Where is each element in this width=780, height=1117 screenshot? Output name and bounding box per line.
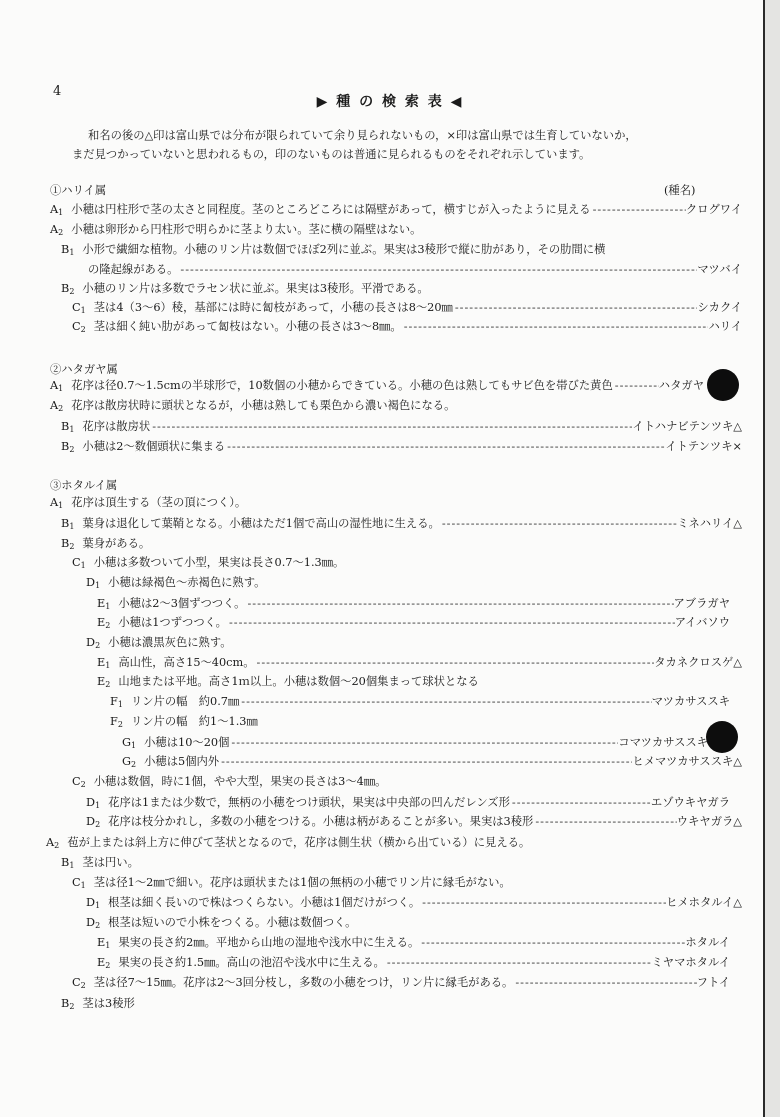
species-name: イトハナビテンツキ [632,420,734,433]
page-edge-shade [765,0,780,1117]
leader-dots [420,894,666,912]
leader-dots [613,377,659,395]
key-text: 小穂は数個，時に1個，やや大型，果実の長さは3～4㎜。 [93,775,387,788]
key-text: 山地または平地。高さ1ｍ以上。小穂は数個～20個集まって球状となる [118,675,479,688]
key-subscript: 1 [80,881,86,890]
key-entry [61,438,742,456]
key-letter: B [61,420,70,433]
key-subscript: 1 [69,861,75,870]
key-text: 茎は細く純い肋があって匐枝はない。小穂の長さは3～8㎜。 [93,320,402,333]
key-subscript: 2 [69,542,75,551]
key-text: リン片の幅 約1～1.3㎜ [130,715,258,728]
key-entry [86,574,742,592]
key-subscript: 2 [69,1002,75,1011]
distribution-mark: × [732,440,742,453]
species-name: イトテンツキ [665,440,733,453]
species-name: タカネクロスゲ [654,656,734,669]
key-text: 茎は4（3～6）稜，基部には時に匐枝があって，小穂の長さは8～20㎜ [93,301,453,314]
key-label [61,535,74,556]
key-entry [50,377,704,395]
key-subscript: 1 [95,581,101,590]
key-text: 花序は頂生する（茎の頂につく）。 [71,496,247,509]
key-label [61,280,74,301]
key-text: 小穂は2～3個ずつつく。 [118,597,246,610]
key-text: 花序は散房状時に頭状となるが，小穂は熟しても栗色から濃い褐色になる。 [71,399,456,412]
key-subscript: 2 [105,621,111,630]
key-label [72,874,86,895]
key-text: 小穂は緑褐色～赤褐色に熟す。 [108,576,266,589]
key-text: 小穂のリン片は多数でラセン状に並ぶ。果実は3稜形。平滑である。 [82,282,429,295]
section-heading: ③ホタルイ属 [50,479,118,492]
key-label [110,693,123,714]
key-letter: E [97,675,106,688]
key-label [86,894,100,915]
key-text: 茎は円い。 [82,856,139,869]
key-text: 花序は径0.7～1.5cmの半球形で，10数個の小穂からできている。小穂の色は熟してもサビ色を帯びた黄色 [71,379,613,392]
key-label [61,854,74,875]
key-entry [50,201,742,219]
key-letter: B [61,517,70,530]
distribution-mark: △ [733,420,742,433]
key-entry [61,280,742,298]
key-entry [86,914,742,932]
key-subscript: 1 [131,741,137,750]
species-name: エゾウキヤガラ [650,796,730,809]
key-label [50,397,63,418]
key-entry [86,813,742,831]
key-entry [72,554,742,572]
key-letter: E [97,597,106,610]
key-label [50,201,63,222]
species-name: ヒメホタルイ [666,896,734,909]
key-text: 果実の長さ約1.5㎜。高山の池沼や浅水中に生える。 [118,956,385,969]
key-label [86,574,100,595]
key-subscript: 2 [95,641,101,650]
key-label [61,995,74,1016]
leader-dots [385,954,652,972]
key-letter: B [61,537,70,550]
species-name: アイバソウ [674,616,730,629]
key-letter: D [86,916,96,929]
key-entry [110,713,742,731]
key-letter: D [86,796,96,809]
key-entry [88,261,742,279]
key-subscript: 2 [80,780,86,789]
key-entry [46,834,742,852]
key-text: 花序は1または少数で，無柄の小穂をつけ頭状，果実は中央部の凹んだレンズ形 [108,796,510,809]
key-subscript: 1 [117,700,123,709]
key-letter: A [50,223,59,236]
key-label [61,438,74,459]
key-entry [50,397,742,415]
key-entry [97,673,742,691]
key-label [97,673,110,694]
distribution-mark: △ [733,896,742,909]
leader-dots [150,418,632,436]
species-name: ハリイ [708,320,742,333]
key-entry [72,773,742,791]
key-letter: C [72,976,81,989]
key-entry [61,535,742,553]
section-heading: ①ハリイ属 [50,184,107,197]
key-text: の隆起線がある。 [88,263,179,276]
key-letter: C [72,775,81,788]
key-letter: B [61,282,70,295]
key-label [86,794,100,815]
key-label [72,974,86,995]
key-subscript: 2 [58,228,64,237]
key-text: 小穂は濃黒灰色に熟す。 [108,636,232,649]
species-name: ヒメマツカサススキ [632,755,734,768]
key-entry [72,874,742,892]
key-entry [61,995,742,1013]
leader-dots [513,974,696,992]
key-letter: B [61,440,70,453]
key-letter: C [72,556,81,569]
key-label [50,221,63,242]
key-subscript: 2 [58,404,64,413]
page-number: 4 [53,84,62,99]
key-letter: G [122,755,132,768]
key-text: 茎は径1～2㎜で細い。花序は頭状または1個の無柄の小穂でリン片に縁毛がない。 [93,876,511,889]
key-text: 小穂は5個内外 [144,755,220,768]
key-letter: C [72,320,81,333]
key-label [97,934,110,955]
key-letter: B [61,243,70,256]
key-subscript: 1 [80,561,86,570]
key-text: リン片の幅 約0.7㎜ [130,695,240,708]
key-entry [61,418,742,436]
key-text: 花序は枝分かれし，多数の小穂をつける。小穂は柄があることが多い。果実は3稜形 [108,815,534,828]
key-entry [122,734,708,752]
leader-dots [227,614,675,632]
leader-dots [255,654,655,672]
key-entry [110,693,730,711]
leader-dots [245,595,673,613]
key-entry [61,241,742,259]
key-entry [97,654,742,672]
key-subscript: 1 [69,522,75,531]
key-letter: B [61,997,70,1010]
leader-dots [239,693,651,711]
key-subscript: 2 [117,720,123,729]
key-subscript: 1 [105,941,111,950]
leader-dots [453,299,698,317]
key-subscript: 1 [58,501,64,510]
key-text: 小穂は10～20個 [144,736,230,749]
distribution-mark: △ [733,815,742,828]
key-subscript: 2 [69,287,75,296]
key-entry [86,794,730,812]
key-text: 小形で繊細な植物。小穂のリン片は数個でほぼ2列に並ぶ。果実は3稜形で縦に肋があり，その肋間に横 [82,243,606,256]
key-label [97,595,110,616]
key-letter: E [97,956,106,969]
species-name: ミヤマホタルイ [651,956,730,969]
key-subscript: 2 [80,981,86,990]
leader-dots [591,201,686,219]
key-text: 小穂は多数ついて小型，果実は長さ0.7～1.3㎜。 [93,556,345,569]
key-label [61,515,74,536]
page-title: ▶ 種 の 検 索 表 ◀ [316,94,464,110]
key-text: 小穂は卵形から円柱形で明らかに茎より太い。茎に横の隔壁はない。 [71,223,422,236]
key-label [110,713,123,734]
leader-dots [419,934,685,952]
intro-line: 和名の後の△印は富山県では分布が限られていて余り見られないもの，×印は富山県では生育していないか， [88,129,637,142]
key-letter: G [122,736,132,749]
key-subscript: 1 [105,661,111,670]
key-subscript: 2 [54,841,60,850]
key-label [72,773,86,794]
key-label [86,914,100,935]
key-letter: A [50,399,59,412]
leader-dots [440,515,677,533]
key-label [122,753,136,774]
key-text: 茎は3稜形 [82,997,135,1010]
key-letter: C [72,876,81,889]
key-subscript: 1 [69,248,75,257]
key-subscript: 2 [105,680,111,689]
key-subscript: 1 [58,384,64,393]
key-label [72,299,86,320]
species-name: マツカサススキ [651,695,730,708]
key-subscript: 2 [131,760,137,769]
species-name: シカクイ [697,301,742,314]
key-subscript: 1 [69,425,75,434]
leader-dots [229,734,618,752]
species-name: ミネハリイ [677,517,734,530]
key-text: 小穂は1つずつつく。 [118,616,227,629]
key-letter: D [86,815,96,828]
key-label [86,634,100,655]
key-letter: A [50,203,59,216]
key-label [97,954,110,975]
key-letter: D [86,576,96,589]
key-text: 苞が上または斜上方に伸びて茎状となるので，花序は側生状（横から出ている）に見える。 [67,836,531,849]
leader-dots [219,753,632,771]
key-text: 小穂は2～数個頭状に集まる [82,440,226,453]
key-entry [86,634,742,652]
species-name: アブラガヤ [673,597,730,610]
key-letter: A [50,496,59,509]
key-letter: A [50,379,59,392]
key-letter: A [46,836,55,849]
key-label [97,654,110,675]
key-label [50,377,63,398]
intro-line: まだ見つかっていないと思われるもの，印のないものは普通に見られるものをそれぞれ示しています。 [72,148,591,161]
key-text: 小穂は円柱形で茎の太さと同程度。茎のところどころには隔壁があって，横すじが入ったように見える [71,203,591,216]
key-label [86,813,100,834]
distribution-mark: △ [733,656,742,669]
key-entry [61,854,742,872]
species-name: クログワイ [685,203,742,216]
key-subscript: 2 [95,820,101,829]
distribution-mark: △ [733,517,742,530]
key-entry [72,974,730,992]
section-heading: ②ハタガヤ属 [50,363,118,376]
key-text: 葉身がある。 [82,537,151,550]
species-name: フトイ [696,976,730,989]
key-letter: E [97,656,106,669]
key-label [61,418,74,439]
key-letter: D [86,896,96,909]
leader-dots [402,318,709,336]
key-subscript: 1 [95,801,101,810]
distribution-mark: △ [733,755,742,768]
leader-dots [510,794,651,812]
key-entry [97,595,730,613]
leader-dots [225,438,665,456]
key-letter: F [110,715,118,728]
key-subscript: 1 [105,602,111,611]
key-label [122,734,136,755]
species-name: ハタガヤ [658,379,704,392]
key-entry [50,494,742,512]
species-name: マツバイ [697,263,742,276]
key-label [72,318,86,339]
key-subscript: 2 [80,325,86,334]
key-label [50,494,63,515]
key-entry [122,753,742,771]
key-label [72,554,86,575]
species-name: ホタルイ [685,936,730,949]
key-entry [97,934,730,952]
key-entry [61,515,742,533]
species-name: ウキヤガラ [676,815,734,828]
key-entry [97,954,730,972]
key-text: 根茎は短いので小株をつくる。小穂は数個つく。 [108,916,357,929]
key-text: 葉身は退化して葉鞘となる。小穂はただ1個で高山の湿性地に生える。 [82,517,440,530]
key-letter: B [61,856,70,869]
key-text: 高山性，高さ15～40cm。 [118,656,255,669]
key-subscript: 2 [95,921,101,930]
key-label [61,241,74,262]
key-entry [72,299,742,317]
key-letter: E [97,616,106,629]
key-letter: D [86,636,96,649]
key-letter: C [72,301,81,314]
key-text: 根茎は細く長いので株はつくらない。小穂は1個だけがつく。 [108,896,421,909]
key-entry [97,614,730,632]
key-label [46,834,59,855]
key-letter: F [110,695,118,708]
key-text: 果実の長さ約2㎜。平地から山地の湿地や浅水中に生える。 [118,936,420,949]
key-text: 茎は径7～15㎜。花序は2～3回分枝し，多数の小穂をつけ，リン片に縁毛がある。 [93,976,514,989]
leader-dots [178,261,697,279]
key-subscript: 2 [105,961,111,970]
column-header: (種名) [664,184,696,197]
key-subscript: 1 [58,208,64,217]
species-name: コマツカサススキ [618,736,708,749]
key-text: 花序は散房状 [82,420,151,433]
key-subscript: 2 [69,445,75,454]
key-entry [72,318,742,336]
key-entry [86,894,742,912]
key-letter: E [97,936,106,949]
key-entry [50,221,742,239]
leader-dots [533,813,676,831]
key-subscript: 1 [95,901,101,910]
key-label [97,614,110,635]
key-subscript: 1 [80,306,86,315]
